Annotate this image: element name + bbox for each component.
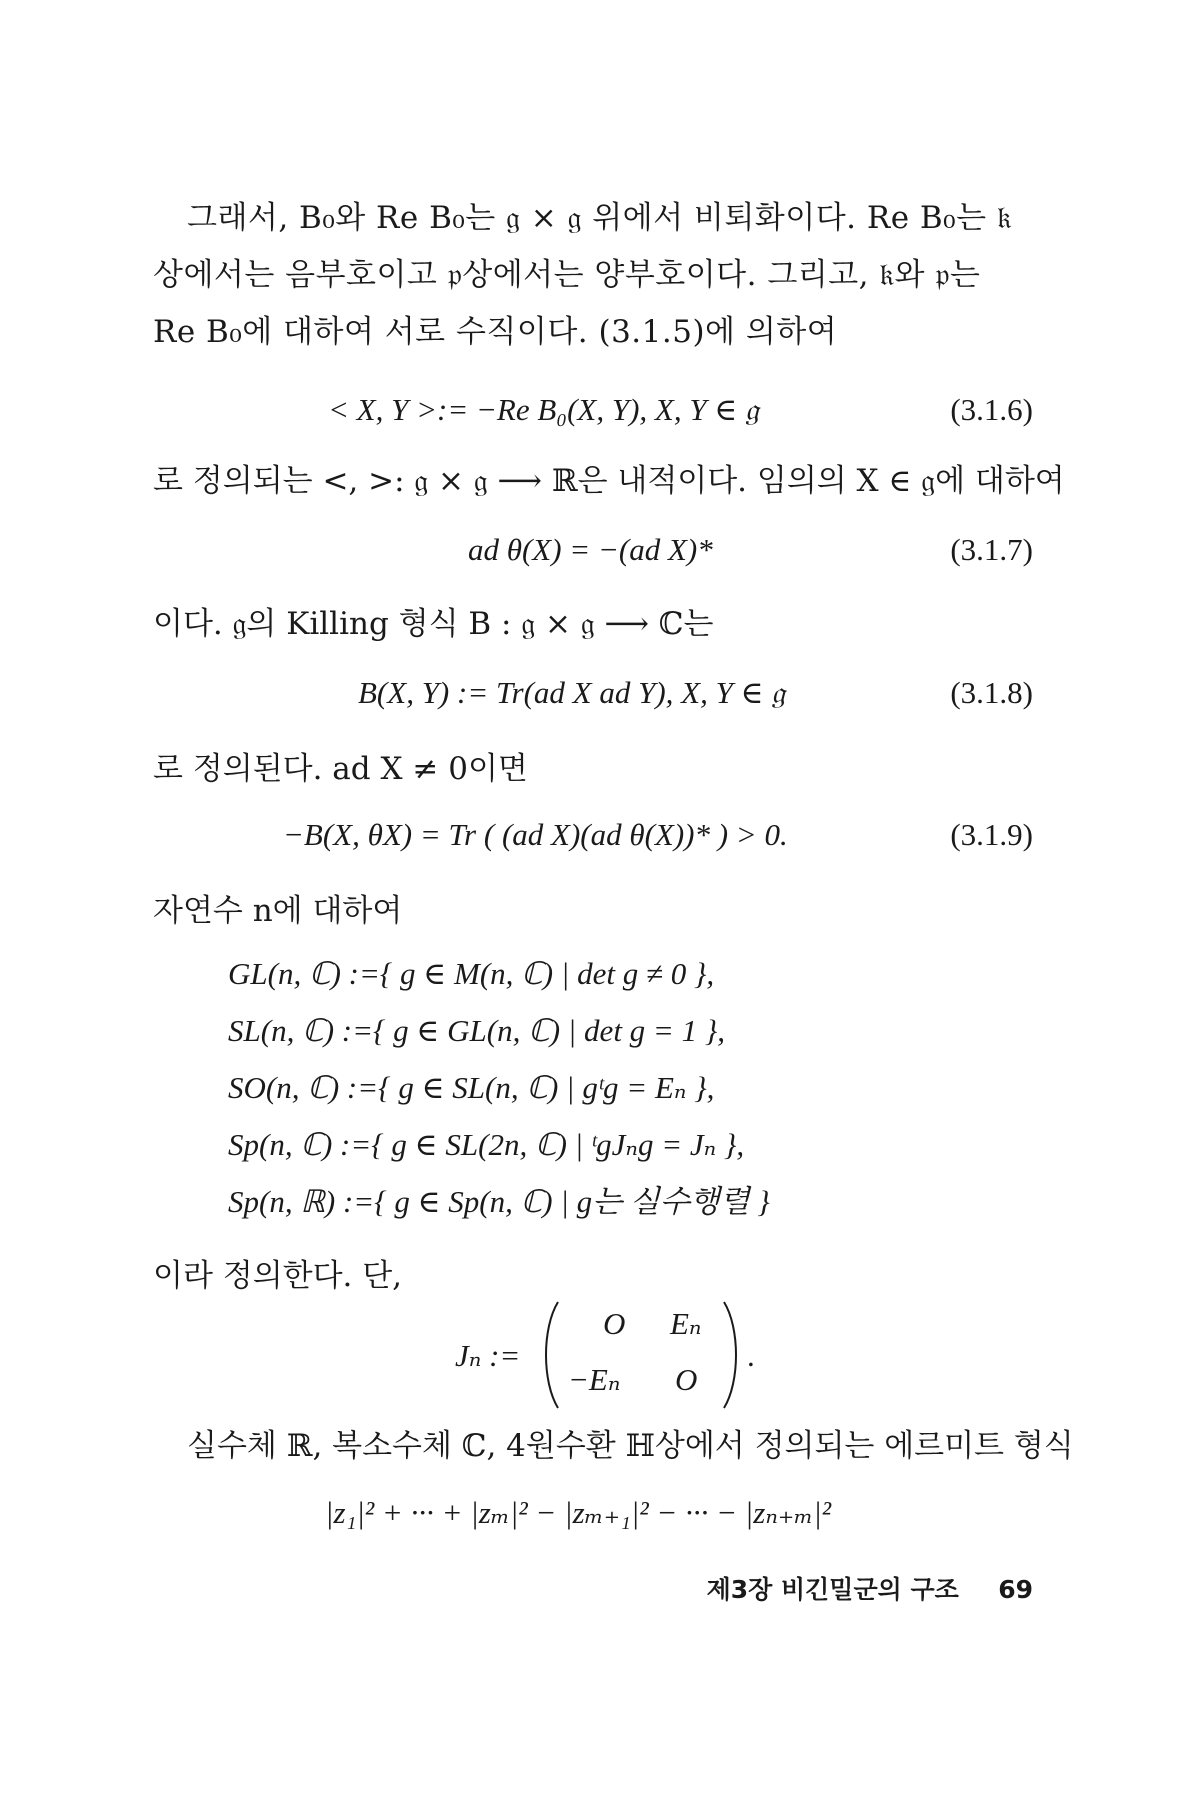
definition-gl: GL(n, ℂ) :={ g ∈ M(n, ℂ) | det g ≠ 0 },	[228, 956, 715, 991]
equation-number: (3.1.9)	[950, 817, 1033, 852]
paragraph-inner-product: 로 정의되는 <, >: 𝔤 × 𝔤 ⟶ ℝ은 내적이다. 임의의 X ∈ 𝔤에 대하여	[153, 463, 1065, 499]
left-paren-icon	[538, 1300, 562, 1410]
equation-3-1-6	[153, 385, 1033, 435]
right-paren-icon	[720, 1300, 744, 1410]
matrix-cell-21: −Eₙ	[568, 1362, 621, 1397]
equation-number: (3.1.8)	[950, 675, 1033, 710]
equation-3-1-7	[153, 525, 1033, 575]
paragraph-killing: 이다. 𝔤의 Killing 형식 B : 𝔤 × 𝔤 ⟶ ℂ는	[153, 606, 714, 642]
paragraph-hermitian: 실수체 ℝ, 복소수체 ℂ, 4원수환 ℍ상에서 정의되는 에르미트 형식	[187, 1428, 1074, 1464]
paragraph-definition-note: 이라 정의한다. 단,	[153, 1258, 403, 1294]
matrix-cell-12: Eₙ	[670, 1306, 702, 1341]
page-footer	[707, 1570, 1033, 1606]
definition-so: SO(n, ℂ) :={ g ∈ SL(n, ℂ) | gᵗg = Eₙ },	[228, 1070, 715, 1105]
matrix-lhs: Jₙ :=	[455, 1338, 521, 1373]
chapter-title: 제3장 비긴밀군의 구조	[706, 1575, 959, 1604]
group-definitions	[228, 945, 770, 1230]
paragraph-natural-number: 자연수 n에 대하여	[153, 893, 403, 929]
matrix-cell-22: O	[675, 1362, 698, 1397]
hermitian-form: |z₁|² + ··· + |zₘ|² − |zₘ₊₁|² − ··· − |zₙ₊ₘ|²	[325, 1495, 832, 1530]
paragraph-intro: 그래서, B₀와 Re B₀는 𝔤 × 𝔤 위에서 비퇴화이다. Re B₀는 𝔨상에서는 음부호이고 𝔭상에서는 양부호이다. 그리고, 𝔨와 𝔭는 Re B₀에 대하여 서로 수직이다. (3.1.5)에 의하여	[153, 200, 1013, 350]
equation-text: B(X, Y) := Tr(ad X ad Y), X, Y ∈ 𝔤	[358, 675, 786, 710]
equation-3-1-8	[153, 668, 1033, 718]
equation-3-1-9	[153, 810, 1033, 860]
equation-text: −B(X, θX) = Tr ( (ad X)(ad θ(X))* ) > 0.	[283, 817, 788, 852]
matrix-period: .	[747, 1338, 755, 1373]
equation-text: < X, Y >:= −Re B₀(X, Y), X, Y ∈ 𝔤	[328, 392, 759, 427]
definition-sp-real: Sp(n, ℝ) :={ g ∈ Sp(n, ℂ) | g는 실수행렬 }	[228, 1184, 770, 1219]
definition-sp-complex: Sp(n, ℂ) :={ g ∈ SL(2n, ℂ) | ᵗgJₙg = Jₙ },	[228, 1127, 745, 1162]
matrix-cell-11: O	[603, 1306, 626, 1341]
equation-text: ad θ(X) = −(ad X)*	[468, 532, 713, 567]
page-number: 69	[998, 1575, 1033, 1604]
equation-number: (3.1.7)	[950, 532, 1033, 567]
equation-number: (3.1.6)	[950, 392, 1033, 427]
paragraph-defined: 로 정의된다. ad X ≠ 0이면	[153, 751, 528, 787]
definition-sl: SL(n, ℂ) :={ g ∈ GL(n, ℂ) | det g = 1 },	[228, 1013, 725, 1048]
matrix-jn	[455, 1300, 755, 1410]
